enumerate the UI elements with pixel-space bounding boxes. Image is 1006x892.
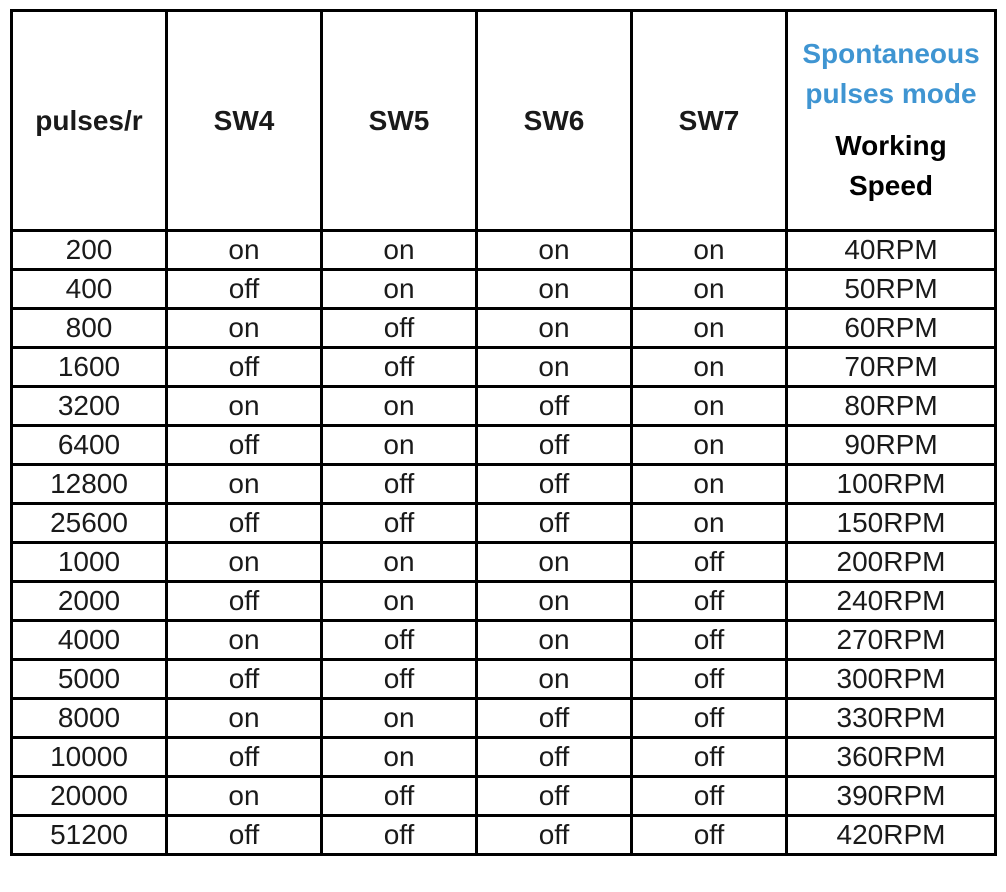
cell-pulses: 10000 <box>12 738 167 777</box>
cell-speed: 420RPM <box>787 816 996 855</box>
cell-sw6: off <box>477 465 632 504</box>
cell-sw7: off <box>632 543 787 582</box>
cell-speed: 200RPM <box>787 543 996 582</box>
cell-sw4: on <box>167 309 322 348</box>
table-row <box>12 699 996 738</box>
cell-sw4: off <box>167 270 322 309</box>
cell-sw6: on <box>477 582 632 621</box>
cell-sw5: on <box>322 699 477 738</box>
table-row <box>12 465 996 504</box>
cell-sw7: on <box>632 348 787 387</box>
cell-pulses: 5000 <box>12 660 167 699</box>
cell-pulses: 25600 <box>12 504 167 543</box>
cell-sw5: on <box>322 231 477 270</box>
cell-sw5: off <box>322 621 477 660</box>
header-sw6: SW6 <box>477 11 632 231</box>
cell-sw5: off <box>322 309 477 348</box>
speed-title-line2: Speed <box>848 170 934 201</box>
table-header <box>12 11 996 231</box>
table-row <box>12 660 996 699</box>
cell-speed: 300RPM <box>787 660 996 699</box>
cell-sw4: on <box>167 543 322 582</box>
table-row <box>12 582 996 621</box>
cell-pulses: 1000 <box>12 543 167 582</box>
cell-sw4: off <box>167 738 322 777</box>
table-row <box>12 231 996 270</box>
cell-sw4: off <box>167 816 322 855</box>
cell-speed: 240RPM <box>787 582 996 621</box>
cell-sw5: off <box>322 465 477 504</box>
cell-sw7: on <box>632 270 787 309</box>
table-row <box>12 816 996 855</box>
cell-sw7: off <box>632 699 787 738</box>
cell-sw4: on <box>167 465 322 504</box>
header-row <box>12 11 996 231</box>
table-row <box>12 777 996 816</box>
cell-sw6: off <box>477 777 632 816</box>
cell-speed: 270RPM <box>787 621 996 660</box>
cell-sw5: on <box>322 543 477 582</box>
mode-title-line1: Spontaneous <box>802 38 980 69</box>
cell-sw7: on <box>632 387 787 426</box>
table-row <box>12 270 996 309</box>
cell-sw5: on <box>322 426 477 465</box>
cell-sw4: on <box>167 699 322 738</box>
table-row <box>12 504 996 543</box>
cell-sw7: off <box>632 738 787 777</box>
cell-sw5: on <box>322 270 477 309</box>
cell-sw4: on <box>167 621 322 660</box>
cell-sw6: on <box>477 621 632 660</box>
cell-sw7: off <box>632 777 787 816</box>
cell-pulses: 8000 <box>12 699 167 738</box>
cell-pulses: 3200 <box>12 387 167 426</box>
table-row <box>12 387 996 426</box>
cell-sw4: off <box>167 426 322 465</box>
table-body <box>12 231 996 855</box>
table-row <box>12 738 996 777</box>
cell-sw6: off <box>477 699 632 738</box>
cell-sw5: off <box>322 816 477 855</box>
cell-pulses: 200 <box>12 231 167 270</box>
cell-sw7: off <box>632 621 787 660</box>
cell-pulses: 1600 <box>12 348 167 387</box>
cell-pulses: 4000 <box>12 621 167 660</box>
header-pulses: pulses/r <box>12 11 167 231</box>
header-sw7: SW7 <box>632 11 787 231</box>
cell-sw7: on <box>632 231 787 270</box>
table-row <box>12 621 996 660</box>
cell-sw6: on <box>477 231 632 270</box>
cell-speed: 50RPM <box>787 270 996 309</box>
mode-title-line2: pulses mode <box>805 78 977 109</box>
cell-speed: 40RPM <box>787 231 996 270</box>
cell-pulses: 6400 <box>12 426 167 465</box>
cell-sw6: on <box>477 348 632 387</box>
table-row <box>12 426 996 465</box>
cell-sw4: off <box>167 582 322 621</box>
header-sw4: SW4 <box>167 11 322 231</box>
cell-sw6: off <box>477 387 632 426</box>
table-row <box>12 348 996 387</box>
cell-sw6: off <box>477 426 632 465</box>
cell-speed: 360RPM <box>787 738 996 777</box>
cell-speed: 100RPM <box>787 465 996 504</box>
cell-pulses: 51200 <box>12 816 167 855</box>
speed-title-line1: Working <box>835 130 947 161</box>
cell-pulses: 12800 <box>12 465 167 504</box>
cell-sw4: on <box>167 387 322 426</box>
cell-pulses: 800 <box>12 309 167 348</box>
cell-sw6: on <box>477 270 632 309</box>
cell-pulses: 2000 <box>12 582 167 621</box>
cell-sw6: on <box>477 309 632 348</box>
cell-sw4: off <box>167 660 322 699</box>
cell-sw5: off <box>322 504 477 543</box>
cell-pulses: 400 <box>12 270 167 309</box>
cell-sw6: on <box>477 660 632 699</box>
cell-speed: 60RPM <box>787 309 996 348</box>
cell-speed: 390RPM <box>787 777 996 816</box>
table-row <box>12 543 996 582</box>
cell-sw6: off <box>477 738 632 777</box>
table-row <box>12 309 996 348</box>
cell-sw6: off <box>477 504 632 543</box>
dip-switch-table-container <box>10 9 995 856</box>
cell-sw4: off <box>167 348 322 387</box>
cell-sw5: on <box>322 582 477 621</box>
cell-speed: 330RPM <box>787 699 996 738</box>
cell-sw4: off <box>167 504 322 543</box>
header-spontaneous-mode <box>787 11 996 231</box>
cell-sw7: on <box>632 309 787 348</box>
cell-speed: 90RPM <box>787 426 996 465</box>
cell-speed: 80RPM <box>787 387 996 426</box>
cell-speed: 70RPM <box>787 348 996 387</box>
cell-sw6: off <box>477 816 632 855</box>
cell-sw5: off <box>322 660 477 699</box>
cell-sw7: off <box>632 582 787 621</box>
cell-sw5: on <box>322 738 477 777</box>
cell-sw7: off <box>632 660 787 699</box>
header-sw5: SW5 <box>322 11 477 231</box>
cell-sw7: on <box>632 465 787 504</box>
dip-switch-table <box>10 9 997 856</box>
cell-sw5: off <box>322 348 477 387</box>
cell-sw7: on <box>632 426 787 465</box>
cell-sw6: on <box>477 543 632 582</box>
cell-sw4: on <box>167 777 322 816</box>
cell-pulses: 20000 <box>12 777 167 816</box>
cell-sw4: on <box>167 231 322 270</box>
cell-sw7: on <box>632 504 787 543</box>
cell-sw5: on <box>322 387 477 426</box>
cell-sw5: off <box>322 777 477 816</box>
cell-sw7: off <box>632 816 787 855</box>
cell-speed: 150RPM <box>787 504 996 543</box>
